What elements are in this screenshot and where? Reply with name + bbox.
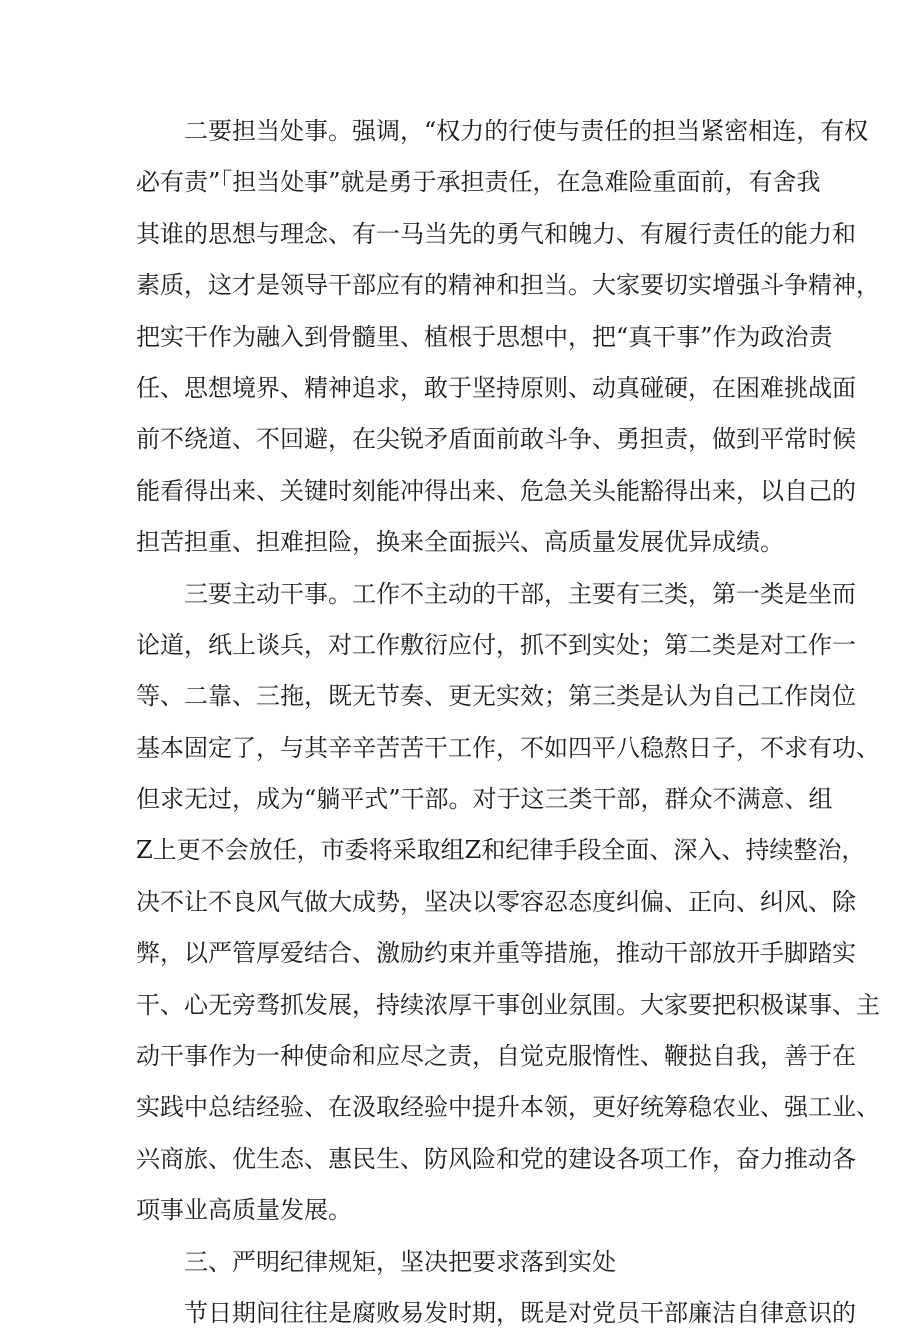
text-line: 能看得出来、关键时刻能冲得出来、危急关头能豁得出来，以自己的 bbox=[136, 476, 856, 505]
text-line: 二要担当处事。强调，“权力的行使与责任的担当紧密相连，有权 bbox=[136, 117, 869, 145]
text-line: 任、思想境界、精神追求，敢于坚持原则、动真碰硬，在困难挑战面 bbox=[136, 373, 856, 402]
text-line: 担苦担重、担难担险，换来全面振兴、高质量发展优异成绩。 bbox=[136, 528, 784, 557]
text-line: 实践中总结经验、在汲取经验中提升本领，更好统筹稳农业、强工业、 bbox=[136, 1093, 880, 1122]
text-line: 节日期间往往是腐败易发时期，既是对党员干部廉洁自律意识的 bbox=[136, 1298, 856, 1327]
text-line: 把实干作为融入到骨髓里、植根于思想中，把“真干事”作为政治责 bbox=[136, 322, 833, 351]
text-line: 项事业高质量发展。 bbox=[136, 1196, 352, 1225]
body-text bbox=[136, 106, 880, 1339]
text-line: 必有责”「担当处事”就是勇于承担责任，在急难险重面前，有舍我 bbox=[136, 168, 821, 197]
text-line: 素质，这才是领导干部应有的精神和担当。大家要切实增强斗争精神， bbox=[136, 271, 880, 300]
text-line: 动干事作为一种使命和应尽之责，自觉克服惰性、鞭挞自我，善于在 bbox=[136, 1042, 856, 1071]
text-line: 但求无过，成为“躺平式”干部。对于这三类干部，群众不满意、组 bbox=[136, 785, 833, 814]
text-line: 干、心无旁骛抓发展，持续浓厚干事创业氛围。大家要把积极谋事、主 bbox=[136, 990, 880, 1019]
text-line: 论道，纸上谈兵，对工作敷衍应付，抓不到实处；第二类是对工作一 bbox=[136, 630, 856, 659]
text-line: 三、严明纪律规矩，坚决把要求落到实处 bbox=[136, 1247, 616, 1276]
text-line: 弊，以严管厚爱结合、激励约束并重等措施，推动干部放开手脚踏实 bbox=[136, 939, 856, 968]
text-line: 决不让不良风气做大成势，坚决以零容忍态度纠偏、正向、纠风、除 bbox=[136, 887, 856, 916]
text-line: 其谁的思想与理念、有一马当先的勇气和魄力、有履行责任的能力和 bbox=[136, 219, 856, 248]
text-line: 兴商旅、优生态、惠民生、防风险和党的建设各项工作，奋力推动各 bbox=[136, 1144, 856, 1173]
text-line: 三要主动干事。工作不主动的干部，主要有三类，第一类是坐而 bbox=[136, 579, 856, 608]
text-line: 等、二靠、三拖，既无节奏、更无实效；第三类是认为自己工作岗位 bbox=[136, 682, 856, 711]
text-line: 前不绕道、不回避，在尖锐矛盾面前敢斗争、勇担责，做到平常时候 bbox=[136, 425, 856, 454]
text-line: Z上更不会放任，市委将采取组Z和纪律手段全面、深入、持续整治， bbox=[136, 836, 866, 865]
text-line: 基本固定了，与其辛辛苦苦干工作，不如四平八稳熬日子，不求有功、 bbox=[136, 733, 880, 762]
